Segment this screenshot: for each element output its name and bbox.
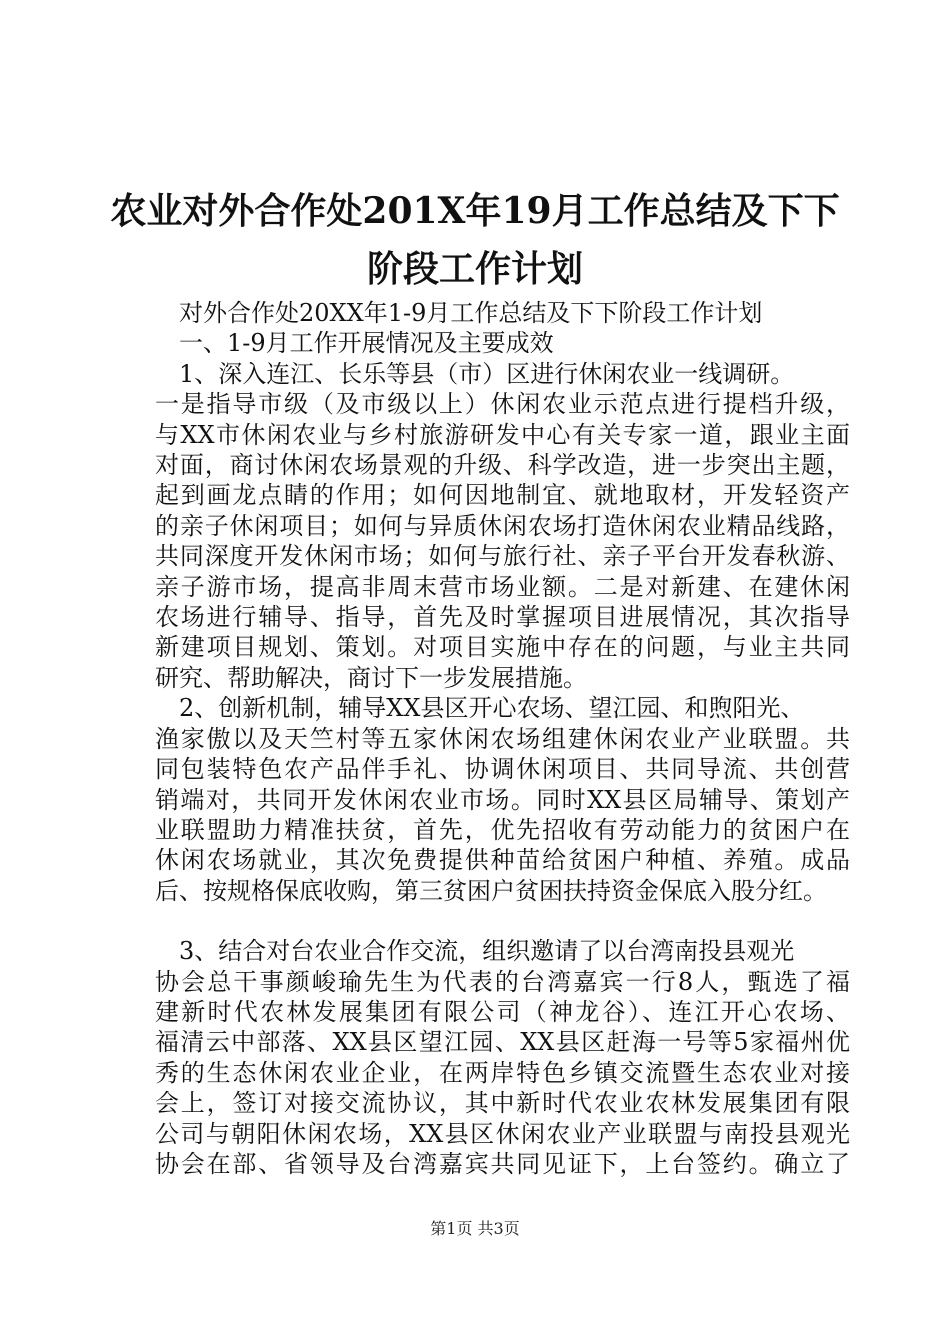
page-number-footer: 第1页 共3页 (430, 1219, 520, 1238)
paragraph-3-line: 公司与朝阳休闲农场，XX县区休闲农业产业联盟与南投县观光 (155, 1119, 850, 1148)
paragraph-3-line: 3、结合对台农业合作交流，组织邀请了以台湾南投县观光 (179, 937, 795, 966)
paragraph-1-line: 一是指导市级（及市级以上）休闲农业示范点进行提档升级， (155, 390, 850, 419)
subtitle-line: 对外合作处20XX年1-9月工作总结及下下阶段工作计划 (179, 299, 763, 327)
paragraph-1-line: 起到画龙点睛的作用；如何因地制宜、就地取材，开发轻资产 (155, 481, 850, 510)
paragraph-2-line: 同包装特色农产品伴手礼、协调休闲项目、共同导流、共创营 (155, 755, 850, 784)
paragraph-2-line: 休闲农场就业，其次免费提供种苗给贫困户种植、养殖。成品 (155, 846, 850, 875)
paragraph-2-line: 后、按规格保底收购，第三贫困户贫困扶持资金保底入股分红。 (155, 876, 827, 905)
paragraph-1-line: 的亲子休闲项目；如何与异质休闲农场打造休闲农业精品线路， (155, 511, 850, 540)
paragraph-1-line: 新建项目规划、策划。对项目实施中存在的问题，与业主共同 (155, 633, 850, 662)
paragraph-1-line: 1、深入连江、长乐等县（市）区进行休闲农业一线调研。 (179, 359, 795, 388)
paragraph-3-line: 协会在部、省领导及台湾嘉宾共同见证下，上台签约。确立了 (155, 1149, 850, 1178)
paragraph-1-line: 共同深度开发休闲市场；如何与旅行社、亲子平台开发春秋游、 (155, 542, 850, 571)
paragraph-gap (155, 906, 850, 936)
paragraph-2-line: 渔家傲以及天竺村等五家休闲农场组建休闲农业产业联盟。共 (155, 724, 850, 753)
paragraph-1-line: 与XX市休闲农业与乡村旅游研发中心有关专家一道，跟业主面 (155, 420, 850, 449)
title-line-1: 农业对外合作处201X年19月工作总结及下下 (110, 190, 840, 232)
paragraph-3-line: 福清云中部落、XX县区望江园、XX县区赶海一号等5家福州优 (155, 1028, 850, 1057)
document-title (100, 182, 850, 298)
paragraph-1-line: 农场进行辅导、指导，首先及时掌握项目进展情况，其次指导 (155, 603, 850, 632)
paragraph-2-line: 销端对，共同开发休闲农业市场。同时XX县区局辅导、策划产 (155, 785, 850, 814)
paragraph-3-line: 协会总干事颜峻瑜先生为代表的台湾嘉宾一行8人，甄选了福 (155, 967, 850, 996)
paragraph-3-line: 会上，签订对接交流协议，其中新时代农业农林发展集团有限 (155, 1089, 850, 1118)
title-line-2: 阶段工作计划 (366, 248, 583, 290)
paragraph-2-line: 业联盟助力精准扶贫，首先，优先招收有劳动能力的贫困户在 (155, 815, 850, 844)
paragraph-1-line: 亲子游市场，提高非周末营市场业额。二是对新建、在建休闲 (155, 572, 850, 601)
paragraph-3-line: 建新时代农林发展集团有限公司（神龙谷）、连江开心农场、 (155, 997, 850, 1026)
paragraph-2-line: 2、创新机制，辅导XX县区开心农场、望江园、和煦阳光、 (179, 694, 805, 723)
paragraph-3-line: 秀的生态休闲农业企业，在两岸特色乡镇交流暨生态农业对接 (155, 1058, 850, 1087)
document-body (155, 298, 850, 1179)
paragraph-1-line: 对面，商讨休闲农场景观的升级、科学改造，进一步突出主题， (155, 451, 850, 480)
section-heading: 一、1-9月工作开展情况及主要成效 (179, 329, 554, 358)
paragraph-1-line: 研究、帮助解决，商讨下一步发展措施。 (155, 663, 587, 692)
